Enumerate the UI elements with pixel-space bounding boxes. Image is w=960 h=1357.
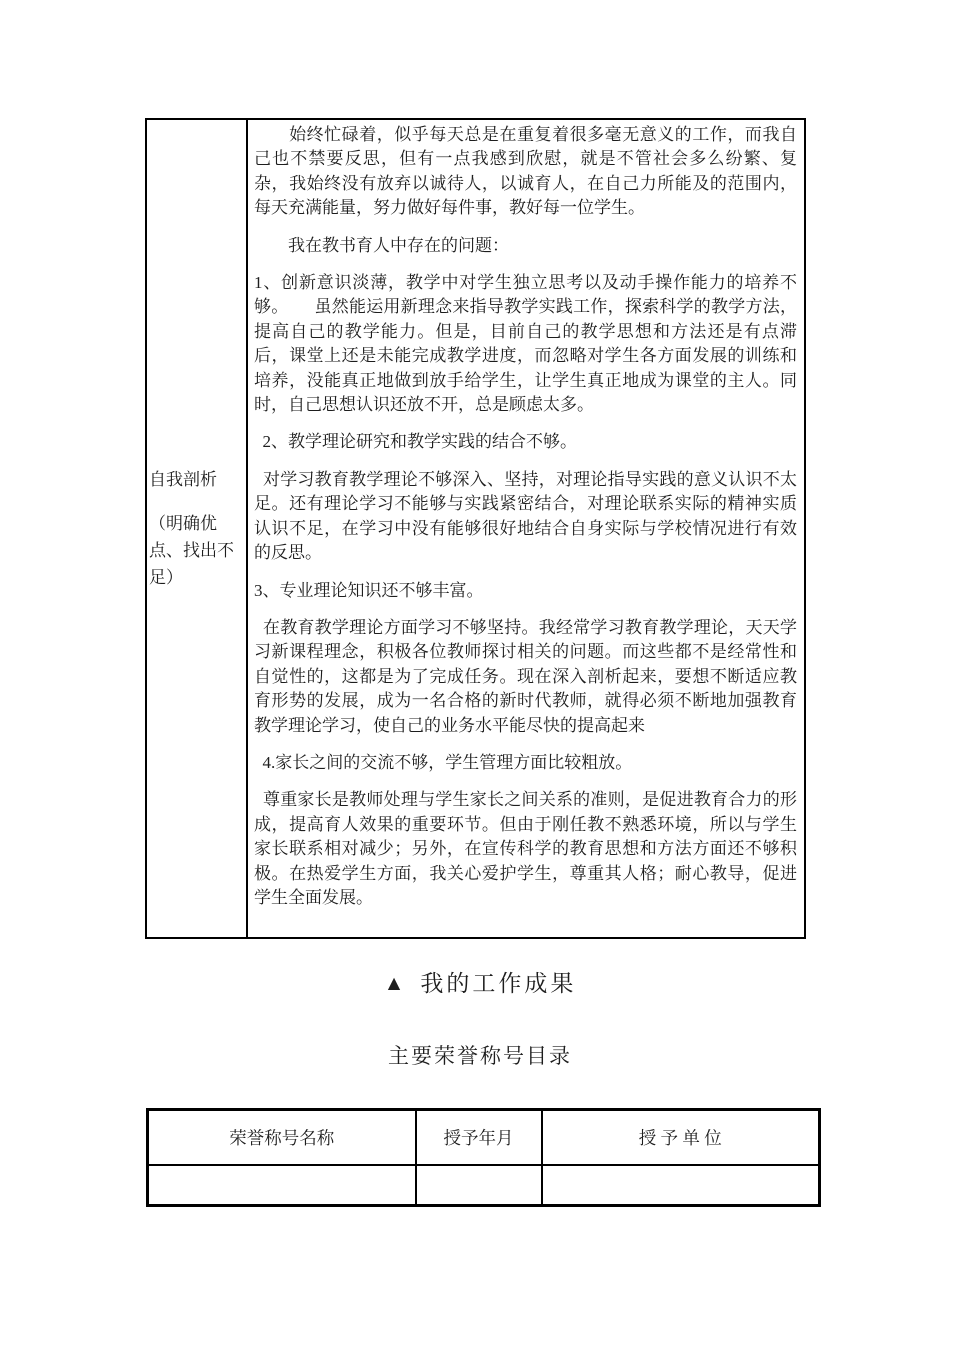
analysis-paragraph: 4.家长之间的交流不够，学生管理方面比较粗放。 [254, 752, 633, 772]
analysis-content-cell [248, 120, 804, 937]
analysis-paragraph: 尊重家长是教师处理与学生家长之间关系的准则，是促进教育合力的形成，提高育人效果的重要环节。但由于刚任教不熟悉环境，所以与学生家长联系相对减少；另外，在宣传科学的教育思想和方法方面还不够积极。在热爱学生方面，我关心爱护学生，尊重其人格；耐心教导，促进学生全面发展。 [254, 790, 797, 907]
analysis-paragraph: 1、创新意识淡薄，教学中对学生独立思考以及动手操作能力的培养不够。 虽然能运用新理念来指导教学实践工作，探索科学的教学方法，提高自己的教学能力。但是，目前自己的教学思想和方法还是有点滞后，课堂上还是未能完成教学进度，而忽略对学生各方面发展的训练和培养，没能真正地做到放手给学生，让学生真正地成为课堂的主人。同时，自己思想认识还放不开，总是顾虑太多。 [254, 273, 797, 415]
analysis-paragraph: 始终忙碌着，似乎每天总是在重复着很多毫无意义的工作，而我自己也不禁要反思，但有一点我感到欣慰，就是不管社会多么纷繁、复杂，我始终没有放弃以诚待人，以诚育人，在自己力所能及的范围内，每天充满能量，努力做好每件事，教好每一位学生。 [254, 125, 797, 218]
section-heading-text: 我的工作成果 [420, 971, 577, 996]
honor-table [146, 1108, 821, 1207]
triangle-icon: ▲ [383, 971, 405, 995]
honor-cell-name [148, 1165, 416, 1206]
honor-header-unit: 授 予 单 位 [542, 1110, 820, 1166]
honor-cell-date [416, 1165, 542, 1206]
honor-cell-unit [542, 1165, 820, 1206]
analysis-paragraph: 对学习教育教学理论不够深入、坚持，对理论指导实践的意义认识不太足。还有理论学习不能够与实践紧密结合，对理论联系实际的精神实质认识不足，在学习中没有能够很好地结合自身实际与学校情况进行有效的反思。 [254, 469, 797, 563]
analysis-paragraph: 2、教学理论研究和教学实践的结合不够。 [254, 432, 577, 452]
honor-header-name: 荣誉称号名称 [148, 1110, 416, 1166]
honor-list-title: 主要荣誉称号目录 [388, 1044, 572, 1068]
analysis-label-note: （明确优点、找出不足） [149, 514, 234, 587]
honor-table-header-row [148, 1110, 820, 1166]
analysis-label-cell [147, 120, 248, 937]
honor-table-row [148, 1165, 820, 1206]
analysis-label-title: 自我剖析 [149, 470, 217, 489]
analysis-paragraph: 3、专业理论知识还不够丰富。 [254, 580, 484, 600]
honor-header-date: 授予年月 [416, 1110, 542, 1166]
self-analysis-table [145, 118, 806, 939]
section-heading [0, 969, 960, 998]
analysis-paragraph: 我在教书育人中存在的问题： [254, 235, 509, 255]
analysis-paragraph: 在教育教学理论方面学习不够坚持。我经常学习教育教学理论，天天学习新课程理念，积极各位教师探讨相关的问题。而这些都不是经常性和自觉性的，这都是为了完成任务。现在深入剖析起来，要想不断适应教育形势的发展，成为一名合格的新时代教师，就得必须不断地加强教育教学理论学习，使自己的业务水平能尽快的提高起来 [254, 617, 797, 735]
